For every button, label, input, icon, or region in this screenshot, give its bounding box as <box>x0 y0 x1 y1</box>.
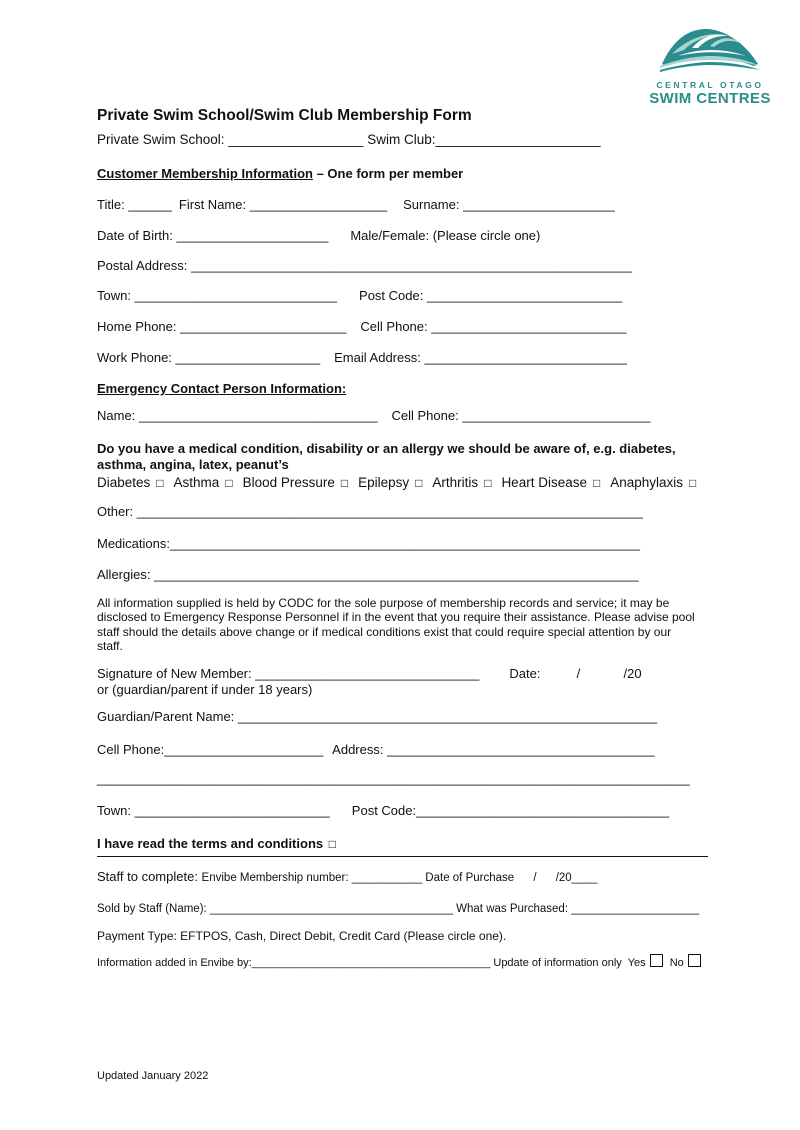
epilepsy-checkbox-icon: □ <box>415 476 423 490</box>
mountain-waves-icon <box>658 26 762 74</box>
what-purchased-blank: ____________________ <box>571 903 700 915</box>
allergies-label: Allergies: <box>97 567 155 582</box>
email-blank: ____________________________ <box>424 350 627 365</box>
name-row <box>97 197 715 213</box>
what-purchased-label: What was Purchased: <box>452 903 572 915</box>
guardian-town-blank: ___________________________ <box>134 803 330 818</box>
surname-blank: _____________________ <box>463 197 615 212</box>
surname-label: Surname: <box>403 197 464 212</box>
guardian-name-row <box>97 709 715 725</box>
school-label: Private Swim School: <box>97 132 229 147</box>
dob-blank: _____________________ <box>176 228 329 243</box>
address-continuation-row <box>97 771 715 787</box>
no-label: No <box>666 957 684 969</box>
title-blank: ______ <box>128 197 172 212</box>
gender-label: Male/Female: (Please circle one) <box>350 228 541 243</box>
option-blood-pressure: Blood Pressure <box>242 475 335 490</box>
postal-row <box>97 258 715 274</box>
medications-row <box>97 536 715 552</box>
guardian-name-blank: __________________________________________________________ <box>237 709 658 724</box>
work-email-row <box>97 350 715 366</box>
sold-by-blank: ______________________________________ <box>209 903 453 915</box>
first-name-label: First Name: <box>171 197 250 212</box>
date-label: Date: / /20 <box>509 666 642 681</box>
no-checkbox-icon <box>688 954 701 967</box>
work-phone-label: Work Phone: <box>97 350 176 365</box>
home-cell-row <box>97 319 715 335</box>
other-blank: ______________________________________________________________________ <box>136 504 643 519</box>
postcode-blank: ___________________________ <box>426 288 623 303</box>
diabetes-checkbox-icon: □ <box>156 476 164 490</box>
guardian-cell-blank: ______________________ <box>164 742 324 757</box>
club-blank: ______________________ <box>435 132 601 147</box>
option-epilepsy: Epilepsy <box>358 475 410 490</box>
medications-blank: _________________________________________________________________ <box>169 536 640 551</box>
envibe-number-line: Envibe Membership number: ___________ Date of Purchase / /20____ <box>201 872 598 884</box>
dob-label: Date of Birth: <box>97 228 177 243</box>
guardian-name-label: Guardian/Parent Name: <box>97 709 238 724</box>
envibe-by-row <box>97 954 715 971</box>
dob-row <box>97 228 715 244</box>
option-anaphylaxis: Anaphylaxis <box>610 475 684 490</box>
town-blank: ____________________________ <box>134 288 338 303</box>
emergency-section-heading: Emergency Contact Person Information: <box>97 381 347 396</box>
title-label: Title: <box>97 197 129 212</box>
guardian-cell-label: Cell Phone: <box>97 742 165 757</box>
other-row <box>97 504 715 520</box>
email-label: Email Address: <box>334 350 425 365</box>
cell-phone-blank: ___________________________ <box>431 319 627 334</box>
staff-complete-label: Staff to complete: <box>97 869 202 884</box>
emergency-cell-blank: __________________________ <box>462 408 651 423</box>
envibe-by-label: Information added in Envibe by: <box>97 957 252 969</box>
yes-checkbox-icon <box>650 954 663 967</box>
home-phone-label: Home Phone: <box>97 319 181 334</box>
option-asthma: Asthma <box>173 475 220 490</box>
signature-row <box>97 666 715 682</box>
address-continuation-blank: __________________________________________________________________________________ <box>97 771 690 786</box>
sold-by-label: Sold by Staff (Name): <box>97 903 210 915</box>
blood-pressure-checkbox-icon: □ <box>340 476 349 490</box>
asthma-checkbox-icon: □ <box>225 476 233 490</box>
signature-blank: _______________________________ <box>255 666 480 681</box>
logo-text-bottom: SWIM CENTRES <box>649 90 771 107</box>
terms-checkbox-icon: □ <box>328 837 336 851</box>
emergency-cell-label: Cell Phone: <box>391 408 463 423</box>
guardian-note: or (guardian/parent if under 18 years) <box>97 682 313 697</box>
guardian-postcode-label: Post Code: <box>351 803 417 818</box>
swim-centres-logo <box>646 26 774 107</box>
terms-label: I have read the terms and conditions <box>97 836 327 851</box>
cell-phone-label: Cell Phone: <box>360 319 432 334</box>
postcode-label: Post Code: <box>359 288 427 303</box>
guardian-town-row <box>97 803 715 819</box>
payment-type-row: Payment Type: EFTPOS, Cash, Direct Debit, Credit Card (Please circle one). <box>97 929 507 943</box>
guardian-cell-address-row <box>97 742 715 758</box>
postal-blank: _____________________________________________________________ <box>190 258 632 273</box>
guardian-postcode-blank: ___________________________________ <box>416 803 670 818</box>
school-club-row <box>97 132 715 148</box>
guardian-address-label: Address: <box>329 742 388 757</box>
envibe-by-blank: _______________________________________ <box>251 957 491 969</box>
work-phone-blank: ____________________ <box>175 350 321 365</box>
medical-question: Do you have a medical condition, disability or an allergy we should be aware of, e.g. diabetes, asthma, angina, latex, peanut’s <box>97 441 676 472</box>
allergies-blank: ___________________________________________________________________ <box>154 567 639 582</box>
club-label: Swim Club: <box>363 132 436 147</box>
other-label: Other: <box>97 504 137 519</box>
guardian-town-label: Town: <box>97 803 135 818</box>
arthritis-checkbox-icon: □ <box>484 476 492 490</box>
emergency-name-row <box>97 408 715 424</box>
option-heart-disease: Heart Disease <box>501 475 587 490</box>
signature-label: Signature of New Member: <box>97 666 256 681</box>
privacy-note: All information supplied is held by CODC for the sole purpose of membership records and service; it may be disclosed to Emergency Response Personnel if in the event that you require their assistance. Please advise pool staff should the details above change or if medical conditions exist that could require special attention by our staff. <box>97 596 695 654</box>
town-row <box>97 288 715 304</box>
sold-by-row <box>97 901 715 917</box>
medications-label: Medications: <box>97 536 170 551</box>
emergency-name-label: Name: <box>97 408 139 423</box>
guardian-address-blank: _____________________________________ <box>387 742 655 757</box>
town-label: Town: <box>97 288 135 303</box>
staff-complete-row <box>97 869 715 886</box>
update-info-label: Update of information only Yes <box>490 957 646 969</box>
emergency-name-blank: _________________________________ <box>138 408 378 423</box>
logo-text-top: CENTRAL OTAGO <box>656 80 764 90</box>
footer-updated-date: Updated January 2022 <box>97 1070 209 1082</box>
customer-section-heading: Customer Membership Information – One form per member <box>97 166 464 181</box>
option-arthritis: Arthritis <box>432 475 479 490</box>
home-phone-blank: _______________________ <box>180 319 347 334</box>
terms-row <box>97 836 715 852</box>
heart-disease-checkbox-icon: □ <box>592 476 601 490</box>
page-title: Private Swim School/Swim Club Membership Form <box>97 107 472 124</box>
first-name-blank: ___________________ <box>249 197 388 212</box>
medical-options-row <box>97 475 715 491</box>
section-divider <box>97 856 708 857</box>
option-diabetes: Diabetes <box>97 475 151 490</box>
postal-label: Postal Address: <box>97 258 191 273</box>
anaphylaxis-checkbox-icon: □ <box>689 476 697 490</box>
school-blank: __________________ <box>228 132 364 147</box>
allergies-row <box>97 567 715 583</box>
